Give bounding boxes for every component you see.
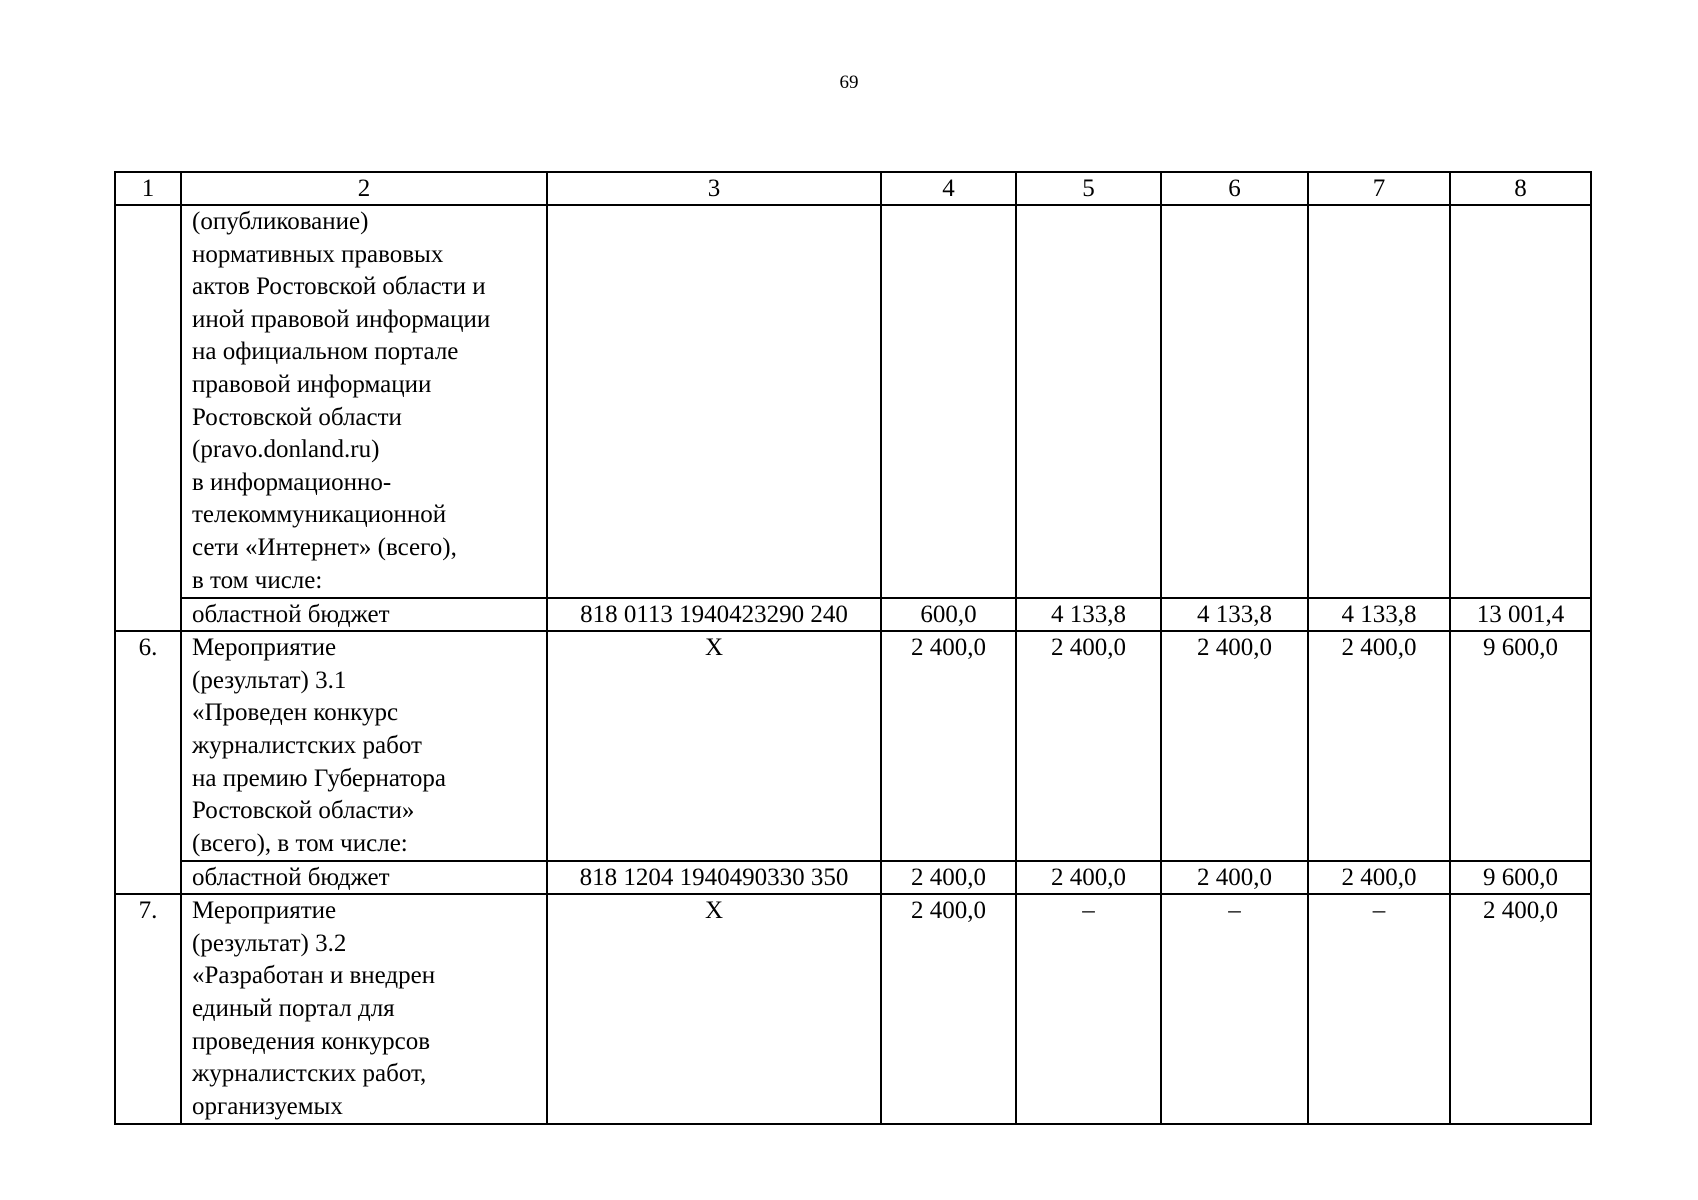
budget-code <box>547 205 881 598</box>
activity-name: Мероприятие (результат) 3.2 «Разработан и внедрен единый портал для проведения конкурсов журналистских работ, организуемых <box>181 894 547 1124</box>
budget-code: 818 1204 1940490330 350 <box>547 861 881 894</box>
value-cell: – <box>1016 894 1161 1124</box>
value-cell: 9 600,0 <box>1450 861 1591 894</box>
table-row <box>115 598 1591 631</box>
value-cell: 2 400,0 <box>881 894 1016 1124</box>
budget-code: 818 0113 1940423290 240 <box>547 598 881 631</box>
value-cell: 13 001,4 <box>1450 598 1591 631</box>
value-cell: 4 133,8 <box>1016 598 1161 631</box>
activity-name: Мероприятие (результат) 3.1 «Проведен конкурс журналистских работ на премию Губернатора Ростовской области» (всего), в том числе: <box>181 631 547 861</box>
value-cell: 4 133,8 <box>1308 598 1450 631</box>
row-number: 7. <box>115 894 181 1124</box>
value-cell <box>881 205 1016 598</box>
value-cell: 2 400,0 <box>881 861 1016 894</box>
column-number: 7 <box>1308 172 1450 205</box>
budget-code: Х <box>547 894 881 1124</box>
funding-source: областной бюджет <box>181 598 547 631</box>
column-number: 3 <box>547 172 881 205</box>
column-number: 5 <box>1016 172 1161 205</box>
value-cell: – <box>1308 894 1450 1124</box>
value-cell: 600,0 <box>881 598 1016 631</box>
value-cell: 2 400,0 <box>1016 861 1161 894</box>
value-cell: 2 400,0 <box>881 631 1016 861</box>
value-cell: 2 400,0 <box>1450 894 1591 1124</box>
table-row <box>115 861 1591 894</box>
funding-source: областной бюджет <box>181 861 547 894</box>
column-number: 6 <box>1161 172 1308 205</box>
row-number: 6. <box>115 631 181 894</box>
value-cell: 2 400,0 <box>1308 631 1450 861</box>
table-row <box>115 631 1591 861</box>
value-cell <box>1308 205 1450 598</box>
column-number-row <box>115 172 1591 205</box>
value-cell: 2 400,0 <box>1016 631 1161 861</box>
value-cell: 4 133,8 <box>1161 598 1308 631</box>
row-number <box>115 205 181 631</box>
value-cell: 2 400,0 <box>1161 861 1308 894</box>
value-cell <box>1016 205 1161 598</box>
page-number: 69 <box>839 72 859 93</box>
value-cell: 2 400,0 <box>1308 861 1450 894</box>
table-row <box>115 205 1591 598</box>
column-number: 1 <box>115 172 181 205</box>
value-cell <box>1450 205 1591 598</box>
budget-table <box>114 171 1592 1125</box>
table-row <box>115 894 1591 1124</box>
column-number: 4 <box>881 172 1016 205</box>
value-cell <box>1161 205 1308 598</box>
column-number: 2 <box>181 172 547 205</box>
value-cell: 2 400,0 <box>1161 631 1308 861</box>
budget-code: Х <box>547 631 881 861</box>
value-cell: – <box>1161 894 1308 1124</box>
value-cell: 9 600,0 <box>1450 631 1591 861</box>
column-number: 8 <box>1450 172 1591 205</box>
activity-name: (опубликование) нормативных правовых актов Ростовской области и иной правовой информации на официальном портале правовой информации Ростовской области (pravo.donland.ru) в информационно- телекоммуникационной сети «Интернет» (всего), в том числе: <box>181 205 547 598</box>
